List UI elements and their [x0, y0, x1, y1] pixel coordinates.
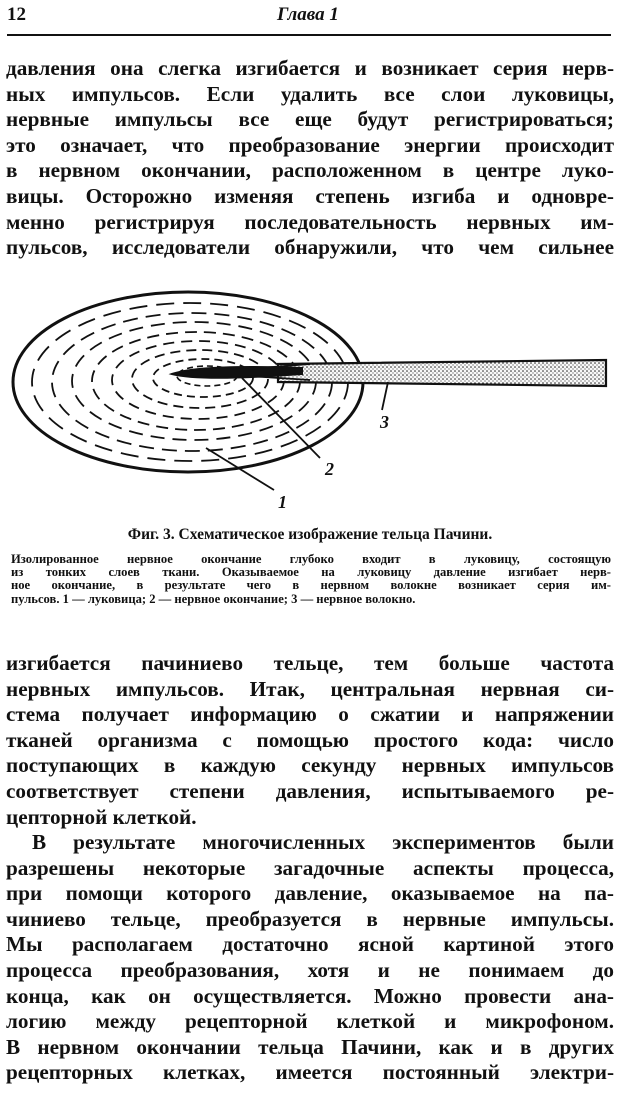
text-line: вицы. Осторожно изменяя степень изгиба и одновре-: [6, 183, 614, 208]
callout-labels: [278, 412, 389, 512]
text-line: ных импульсов. Если удалить все слои луковицы,: [6, 81, 614, 106]
text-line: нервных импульсов. Итак, центральная нервная си-: [6, 676, 614, 701]
text-line: пульсов, исследователи обнаружили, что чем сильнее: [6, 235, 614, 260]
pacinian-corpuscle-diagram: [10, 282, 610, 520]
text-line: в нервном окончании, расположенном в центре луко-: [6, 158, 614, 183]
text-line: процесса преобразования, хотя и не понимаем до: [6, 957, 614, 982]
text-line: соответствует степени давления, испытываемого ре-: [6, 778, 614, 803]
caption-line: ное окончание, в результате чего в нервном волокне возникает серия им-: [11, 578, 611, 593]
text-line: нервные импульсы все еще будут регистрироваться;: [6, 107, 614, 132]
caption-line: Изолированное нервное окончание глубоко входит в луковицу, состоящую: [11, 552, 611, 566]
paragraph-3: [6, 830, 614, 1086]
text-line: чиниево тельце, преобразуется в нервные импульсы.: [6, 906, 614, 931]
text-line: логию между рецепторной клеткой и микрофоном.: [6, 1009, 614, 1034]
text-line: изгибается пачиниево тельце, тем больше частота: [6, 651, 614, 675]
text-line: поступающих в каждую секунду нервных импульсов: [6, 753, 614, 778]
paragraph-2: [6, 651, 614, 830]
label-nerve-fiber: 3: [380, 412, 389, 432]
text-line: разрешены некоторые загадочные аспекты процесса,: [6, 855, 614, 880]
figure-caption-body: [11, 553, 611, 606]
text-line: В результате многочисленных экспериментов были: [32, 830, 614, 854]
text-line: Мы располагаем достаточно ясной картиной этого: [6, 932, 614, 957]
nerve-fiber: [278, 360, 606, 386]
text-line: рецепторных клетках, имеется постоянный электри-: [6, 1060, 614, 1085]
label-bulb: 1: [278, 492, 287, 512]
text-line: это означает, что преобразование энергии происходит: [6, 132, 614, 157]
figure-caption-title: Фиг. 3. Схематическое изображение тельца Пачини.: [127, 526, 493, 543]
chapter-title: Глава 1: [277, 4, 339, 25]
caption-line: пульсов. 1 — луковица; 2 — нервное окончание; 3 — нервное волокно.: [11, 591, 416, 606]
text-line: при помощи которого давление, оказываемое на па-: [6, 881, 614, 906]
paragraph-1: [6, 56, 614, 261]
text-line: конца, как он осуществляется. Можно провести ана-: [6, 983, 614, 1008]
text-line: В нервном окончании тельца Пачини, как и в других: [6, 1034, 614, 1059]
page-header: [7, 0, 611, 36]
pacinian-corpuscle-figure: [10, 282, 610, 520]
text-line: цепторной клеткой.: [6, 804, 197, 829]
text-line: давления она слегка изгибается и возникает серия нерв-: [6, 56, 614, 80]
caption-line: из тонких слоев ткани. Оказываемое на луковицу давление изгибает нерв-: [11, 565, 611, 580]
text-line: менно регистрируя последовательность нервных им-: [6, 209, 614, 234]
label-nerve-ending: 2: [325, 459, 334, 479]
page-number: 12: [7, 4, 26, 25]
text-line: стема получает информацию о сжатии и напряжении: [6, 702, 614, 727]
text-line: тканей организма с помощью простого кода: число: [6, 727, 614, 752]
